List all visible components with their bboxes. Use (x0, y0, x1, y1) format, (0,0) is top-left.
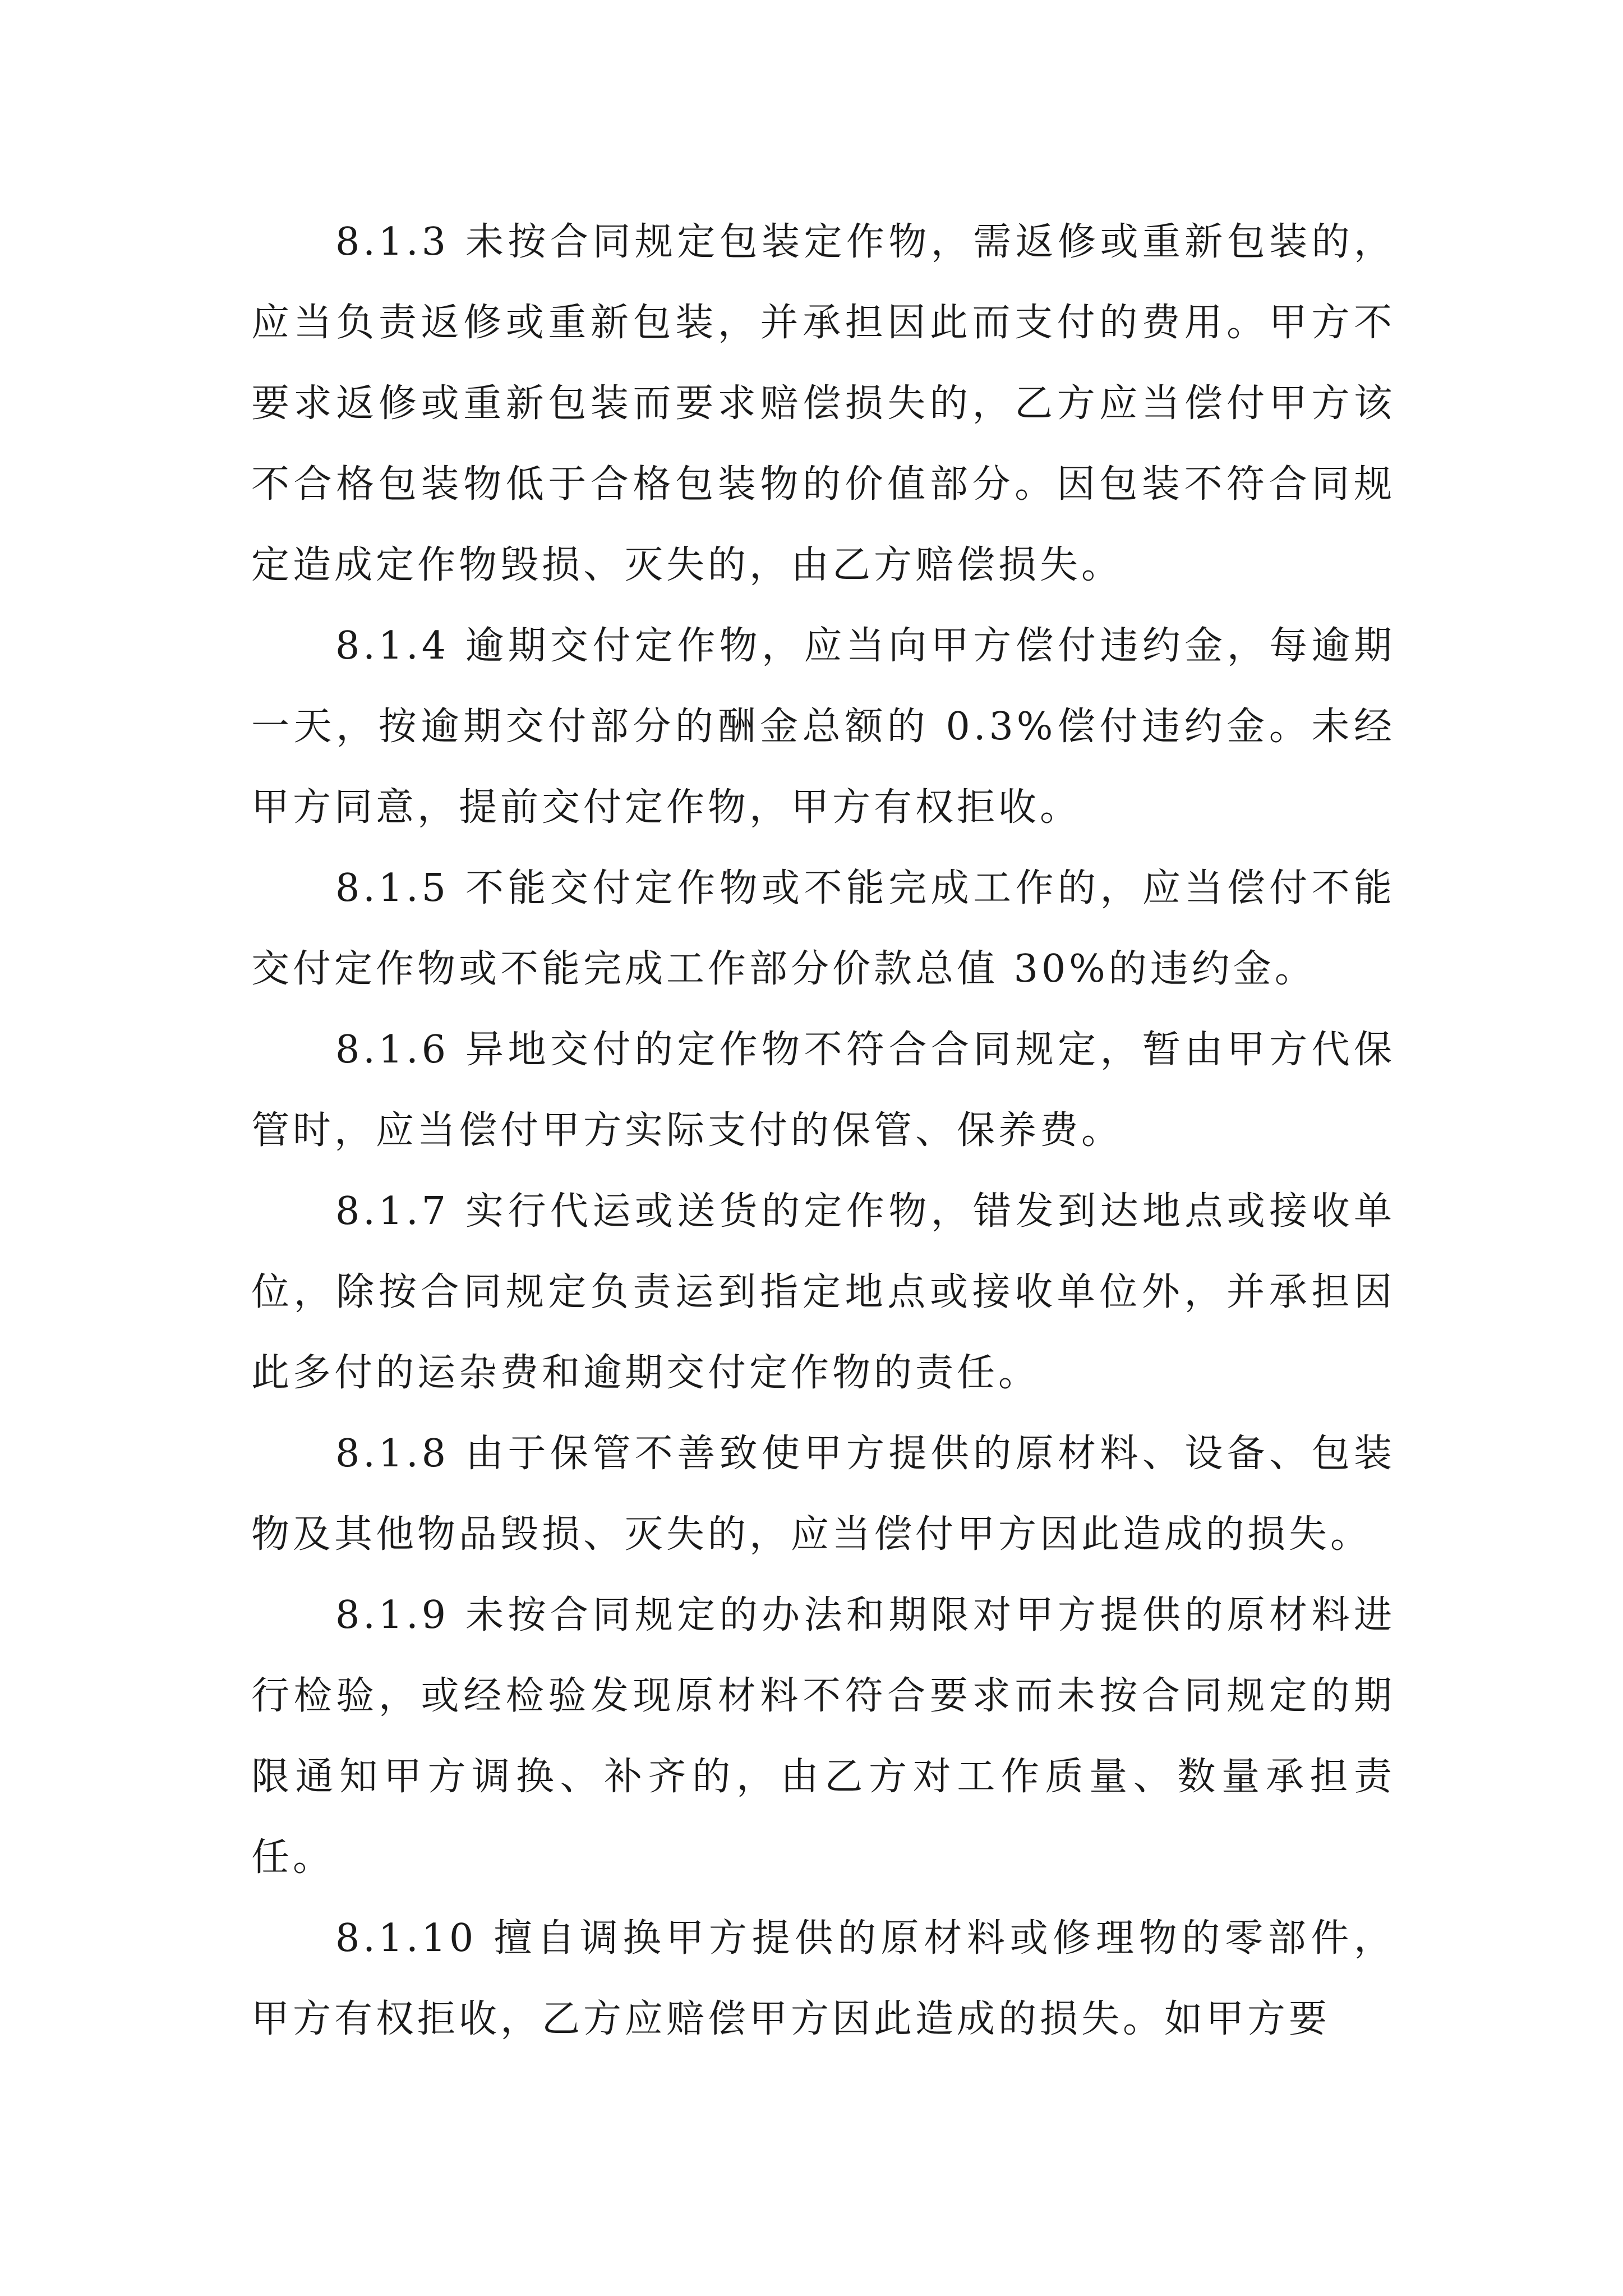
paragraph-8-1-5: 8.1.5 不能交付定作物或不能完成工作的，应当偿付不能交付定作物或不能完成工作部分价款总值 30%的违约金。 (251, 866, 1395, 991)
paragraph-8-1-3: 8.1.3 未按合同规定包装定作物，需返修或重新包装的，应当负责返修或重新包装，并承担因此而支付的费用。甲方不要求返修或重新包装而要求赔偿损失的，乙方应当偿付甲方该不合格包装物低于合格包装物的价值部分。因包装不符合同规定造成定作物毁损、灭失的，由乙方赔偿损失。 (251, 220, 1395, 587)
document-body (251, 202, 1395, 2060)
paragraph-8-1-10: 8.1.10 擅自调换甲方提供的原材料或修理物的零部件，甲方有权拒收，乙方应赔偿甲方因此造成的损失。如甲方要 (251, 1916, 1395, 2041)
paragraph-8-1-8: 8.1.8 由于保管不善致使甲方提供的原材料、设备、包装物及其他物品毁损、灭失的，应当偿付甲方因此造成的损失。 (251, 1432, 1395, 1557)
paragraph-8-1-4: 8.1.4 逾期交付定作物，应当向甲方偿付违约金，每逾期一天，按逾期交付部分的酬金总额的 0.3%偿付违约金。未经甲方同意，提前交付定作物，甲方有权拒收。 (251, 624, 1395, 830)
paragraph-8-1-9: 8.1.9 未按合同规定的办法和期限对甲方提供的原材料进行检验，或经检验发现原材料不符合要求而未按合同规定的期限通知甲方调换、补齐的，由乙方对工作质量、数量承担责任。 (251, 1593, 1395, 1880)
paragraph-8-1-7: 8.1.7 实行代运或送货的定作物，错发到达地点或接收单位，除按合同规定负责运到指定地点或接收单位外，并承担因此多付的运杂费和逾期交付定作物的责任。 (251, 1189, 1395, 1395)
paragraph-8-1-6: 8.1.6 异地交付的定作物不符合合同规定，暂由甲方代保管时，应当偿付甲方实际支付的保管、保养费。 (251, 1028, 1395, 1153)
